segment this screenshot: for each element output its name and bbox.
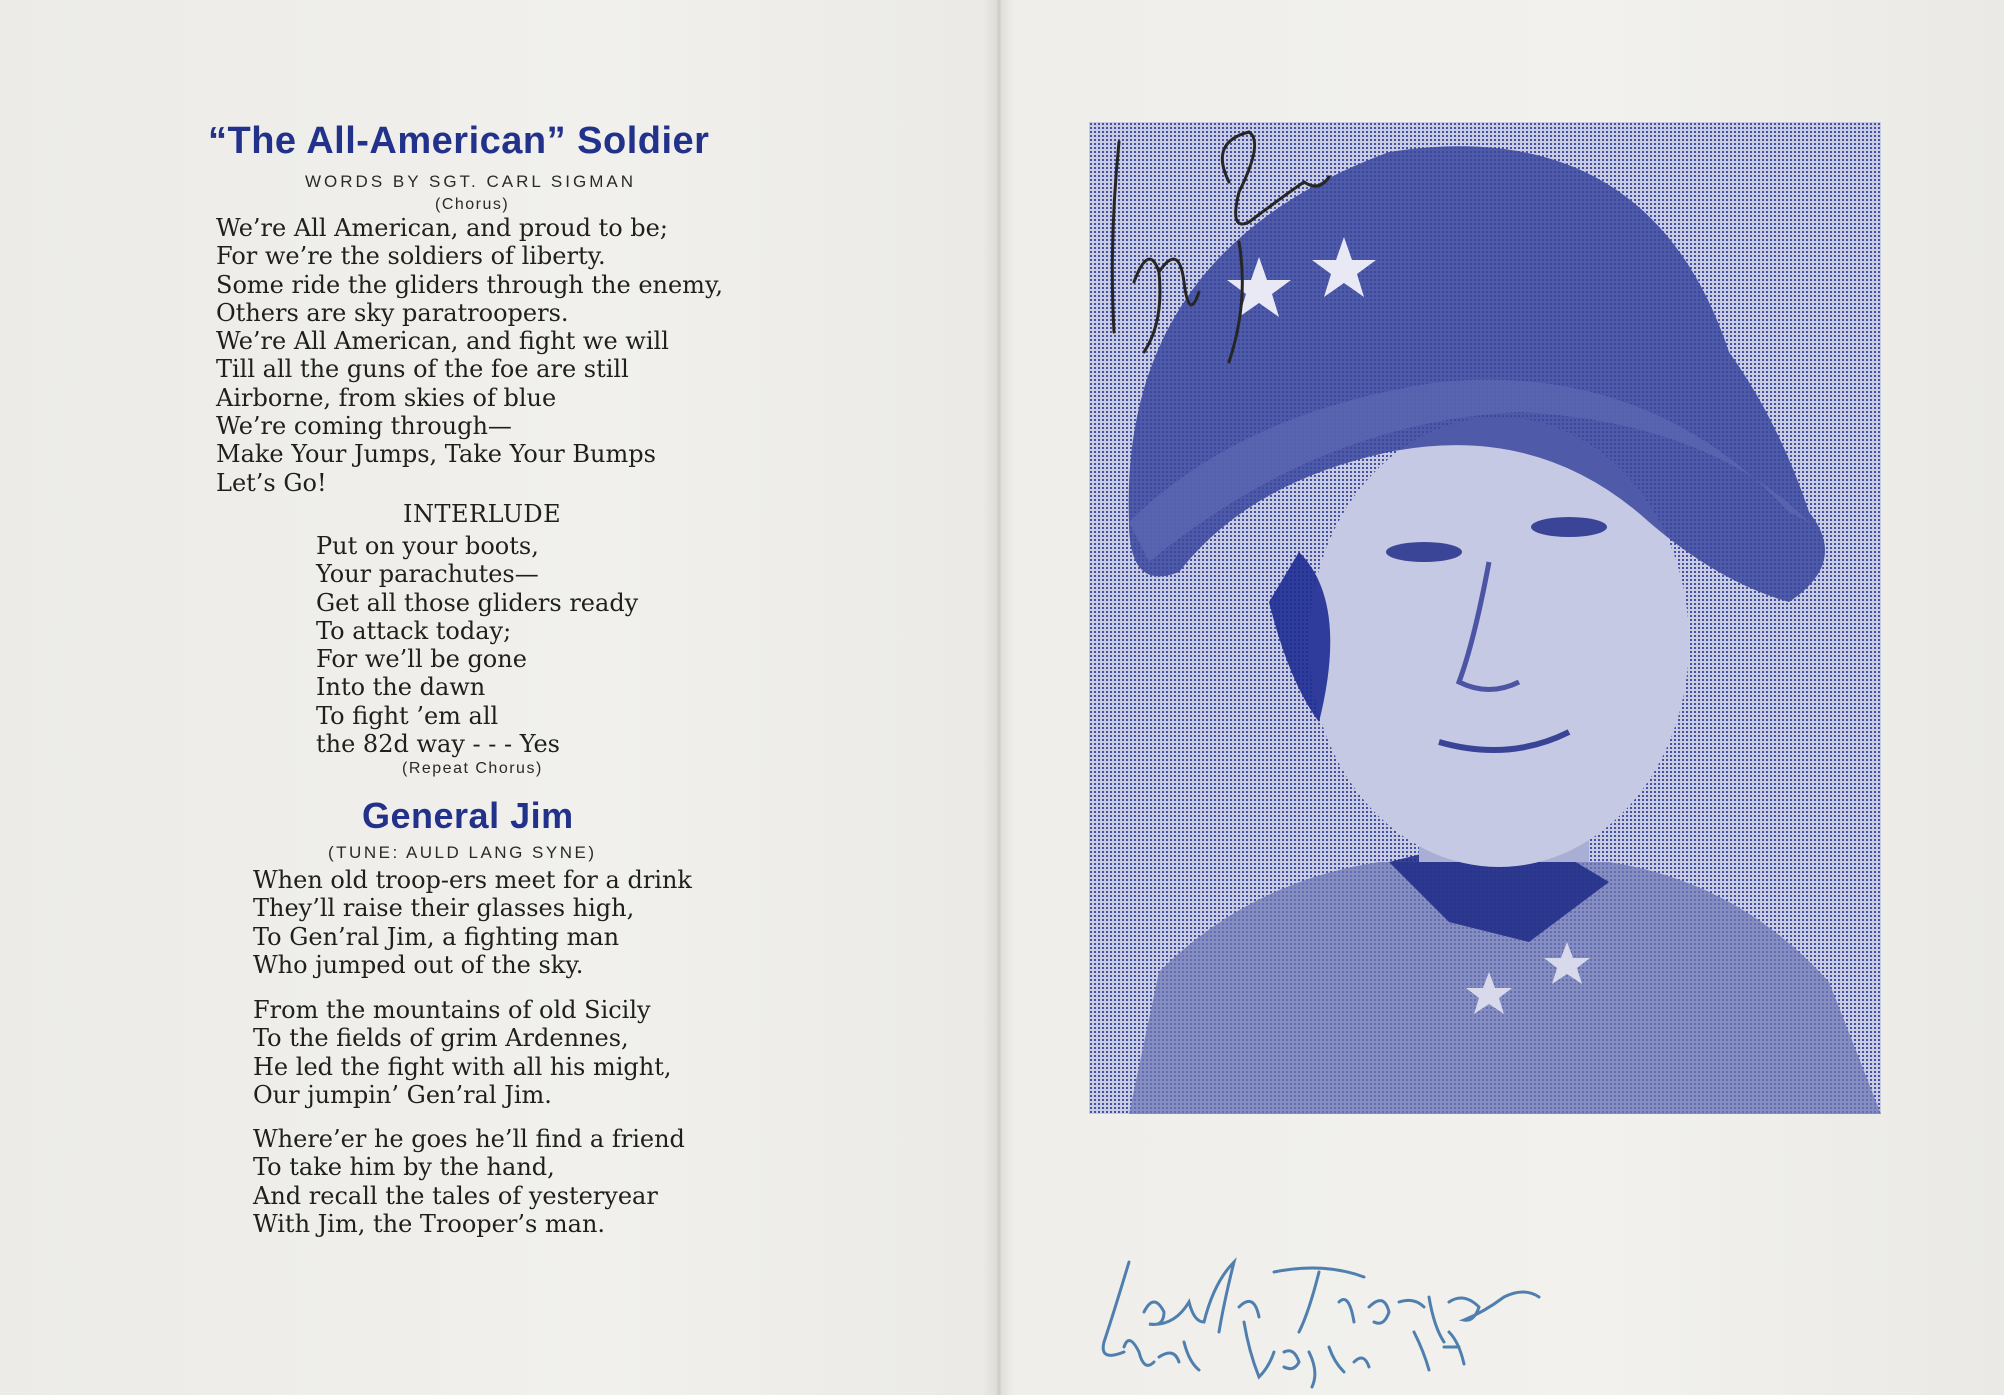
song-tune-note: (TUNE: AULD LANG SYNE) <box>328 843 597 862</box>
lyric-line: For we’re the soldiers of liberty. <box>216 242 606 271</box>
lyric-line: Till all the guns of the foe are still <box>216 355 629 384</box>
lyric-line: To fight ’em all <box>316 701 499 730</box>
lyric-line: Put on your boots, <box>316 532 539 560</box>
lyric-line: He led the fight with all his might, <box>253 1052 672 1081</box>
lyric-line: To Gen’ral Jim, a fighting man <box>253 922 620 951</box>
lyric-line: Others are sky paratroopers. <box>216 298 569 327</box>
lyric-line: To the fields of grim Ardennes, <box>253 1024 629 1053</box>
interlude-lyrics <box>316 532 638 758</box>
lyric-line: Your parachutes— <box>316 560 539 589</box>
lyric-line: When old troop-ers meet for a drink <box>253 866 692 894</box>
lyric-line: We’re All American, and proud to be; <box>216 214 668 242</box>
lyric-line: For we’ll be gone <box>316 645 527 674</box>
left-eye-shape <box>1386 542 1462 562</box>
song-title-general-jim: General Jim <box>362 795 574 836</box>
lyric-line: We’re coming through— <box>216 412 512 441</box>
lyric-line: Some ride the gliders through the enemy, <box>216 270 723 299</box>
lyric-line: We’re All American, and fight we will <box>216 327 669 356</box>
general-jim-verse-3 <box>253 1125 685 1238</box>
lyric-line: From the mountains of old Sicily <box>253 996 651 1024</box>
lyric-line: To take him by the hand, <box>253 1153 555 1182</box>
lyric-line: They’ll raise their glasses high, <box>253 894 635 923</box>
chorus-label: (Chorus) <box>435 196 510 213</box>
lyric-line: Make Your Jumps, Take Your Bumps <box>216 440 656 469</box>
lyric-line: To attack today; <box>316 616 512 645</box>
general-jim-verse-1 <box>253 866 692 979</box>
interlude-heading: INTERLUDE <box>403 500 562 528</box>
lyric-line: And recall the tales of yesteryear <box>253 1181 658 1210</box>
lyric-line: With Jim, the Trooper’s man. <box>253 1209 606 1238</box>
lyric-line: the 82d way - - - Yes <box>316 730 560 759</box>
lyric-line: Who jumped out of the sky. <box>253 950 584 979</box>
photo-signature-handwritten <box>1089 122 1339 382</box>
ink-autographs <box>1084 1252 1554 1392</box>
lyric-line: Get all those gliders ready <box>316 588 639 617</box>
song-credit: WORDS BY SGT. CARL SIGMAN <box>305 172 636 191</box>
general-jim-verse-2 <box>253 996 672 1109</box>
chorus-lyrics <box>216 214 723 497</box>
lyric-line: Let’s Go! <box>216 468 327 497</box>
lyric-line: Where’er he goes he’ll find a friend <box>253 1125 685 1153</box>
repeat-chorus-note: (Repeat Chorus) <box>402 760 543 777</box>
right-eye-shape <box>1531 517 1607 537</box>
lyric-line: Our jumpin’ Gen’ral Jim. <box>253 1080 552 1109</box>
left-page <box>0 0 996 1395</box>
soldier-portrait-photo <box>1089 122 1881 1114</box>
right-page <box>1002 0 2004 1395</box>
lyric-line: Into the dawn <box>316 673 486 702</box>
song-title-all-american-soldier: “The All-American” Soldier <box>208 120 710 162</box>
lyric-line: Airborne, from skies of blue <box>216 383 557 412</box>
